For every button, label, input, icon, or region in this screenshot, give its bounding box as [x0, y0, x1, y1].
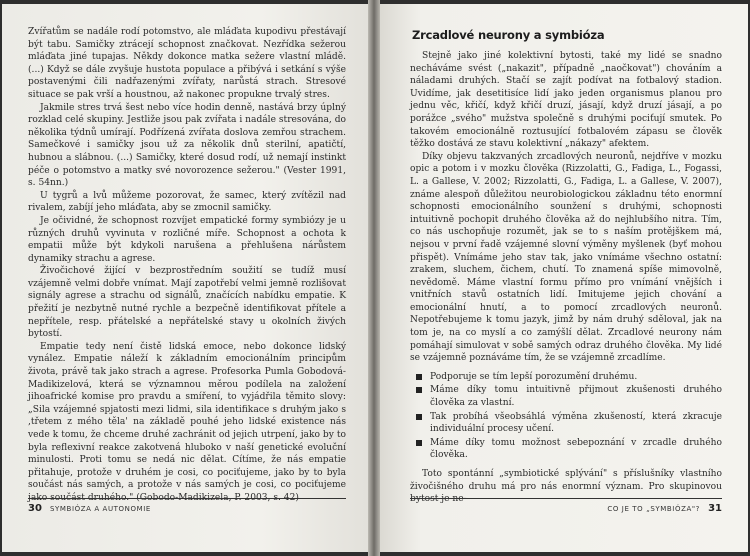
section-heading: Zrcadlové neurony a symbióza [412, 28, 605, 42]
paragraph: U tygrů a lvů můžeme pozorovat, že samec, který zvítězil nad rivalem, zabíjí jeho mláďata, aby se zmocnil samičky. [28, 190, 346, 214]
square-bullet-icon [416, 440, 422, 446]
right-page-footer [410, 498, 722, 520]
book-gutter [368, 0, 380, 556]
paragraph: Zvířatům se nadále rodí potomstvo, ale mláďata kupodivu přestávají být tabu. Samičky ztrácejí schopnost značkovat. Nezřídka sežerou mláďata jiné tupajas. Někdy dokonce matka sežere vlastní mládě. (...) Když se dále zvyšuje hustota populace a přibývá i setkání s výše postavenými čili nadřazenými zvířaty, narůstá strach. Stresové situace se pak vrší a houstnou, až nakonec propukne trvalý stres. [28, 27, 346, 100]
square-bullet-icon [416, 374, 422, 380]
page-number: 30 [28, 503, 42, 514]
paragraph: Toto spontánní „symbiotické splývání" s příslušníky vlastního živočišného druhu má pro nás enormní význam. Pro skupinovou bytost je ne- [410, 469, 722, 505]
bullet-text: Máme díky tomu možnost sebepoznání v zrcadle druhého člověka. [430, 437, 722, 461]
bullet-list [410, 371, 722, 462]
paragraph: Díky objevu takzvaných zrcadlových neuronů, nejdříve v mozku opic a potom i v mozku člověka (Rizzolatti, G., Fadiga, L., Fogassi, L. a Gallese, V. 2002; Rizzolatti, G., Fadiga, L. a Gallese, V. 2007), známe alespoň důležitou neurobiologickou základnu této enormní schopnosti emocionálního sounžení s druhými, schopnosti intuitivně pochopit druhého člověka až do nejhlubšího nitra. Tím, co nás uschopňuje rozumět, jak se to s naším protějškem má, nejsou v první řadě vzájemné slovní výměny myšlenek (byť mohou přispět). Vnímáme jeho stav tak, jako vnímáme všechno ostatní: zrakem, sluchem, čichem, chutí. To znamená spíše mimovolně, nevědomě. Máme vlastní formu přímo pro vnímání vnějších i vnitřních stavů ostatních lidí. Imitujeme jejich chování a emocionální hnutí, a to pomocí zrcadlových neuronů. Nepotřebujeme k tomu jazyk, jimž by nám druhý sděloval, jak na tom je, na co myslí a co zamýšlí dělat. Zrcadlové neurony nám pomáhají simulovat v sobě samých odraz druhého člověka. My lidé se vzájemně poznáváme tím, že se vzájemně zrcadlíme. [410, 151, 722, 364]
square-bullet-icon [416, 387, 422, 393]
footer-rule [28, 498, 346, 499]
right-page [376, 4, 748, 552]
bullet-item [410, 384, 722, 409]
left-page-body [28, 26, 346, 505]
paragraph: Jakmile stres trvá šest nebo více hodin denně, nastává brzy úplný rozklad celé skupiny. Jestliže jsou pak zvířata i nadále stresována, do několika týdnů umírají. Podřízená zvířata doslova zemřou strachem. Samečkové i samičky jsou už za několik dnů sterilní, apatičtí, hubnou a slábnou. (...) Samičky, které dosud rodí, už nemají instinkt péče o potomstvo a matky své novorozence sežerou." (Vester 1991, s. 54nn.) [28, 102, 346, 189]
bullet-text: Podporuje se tím lepší porozumění druhému. [430, 371, 638, 382]
bullet-text: Máme díky tomu intuitivně přijmout zkušenosti druhého člověka za vlastní. [430, 385, 722, 409]
square-bullet-icon [416, 414, 422, 420]
running-footer-section: CO JE TO „SYMBIÓZA"? [607, 505, 700, 513]
footer-rule [410, 498, 722, 499]
bullet-item [410, 437, 722, 462]
running-footer-section: SYMBIÓZA A AUTONOMIE [50, 505, 151, 513]
bullet-item [410, 371, 722, 384]
bullet-text: Tak probíhá všeobsáhlá výměna zkušeností, která zkracuje individuální procesy učení. [430, 411, 722, 435]
paragraph: Empatie tedy není čistě lidská emoce, nebo dokonce lidský vynález. Empatie náleží k základním emocionálním principům života, právě tak jako strach a agrese. Profesorka Pumla Gobodová-Madikizelová, která se významnou měrou podílela na založení jihoafrické komise pro pravdu a smíření, to vyjádřila těmito slovy: „Sila vzájemné spjatosti mezi lidmi, sila identifikace s druhým jako s ‚třetem z mého těla' na základě pouhé jeho lidské existence nás vede k tomu, že chceme druhé zachránit od jejich utrpení, jako by to byla reflexivní reakce zakotvená hluboko v naší genetické evoluční minulosti. Proti tomu se nedá nic dělat. Cítíme, že nás empatie přitahuje, protože v druhém je cosi, co pociťujeme, jako by to byla součást nás samých, a protože v nás samých je cosi, co pociťujeme jako součást druhého." (Gobodo-Madikizela, P. 2003, s. 42) [28, 341, 346, 503]
paragraph: Je očividné, že schopnost rozvíjet empatické formy symbiózy je u různých druhů vyvinuta v rozličné míře. Schopnost a ochota k empatii může být kdykoli narušena a přehlušena nárůstem dynamiky strachu a agrese. [28, 215, 346, 264]
right-page-body [410, 50, 722, 506]
page-number: 31 [708, 503, 722, 514]
bullet-item [410, 411, 722, 436]
left-page-footer [28, 498, 346, 520]
paragraph: Stejně jako jiné kolektivní bytosti, také my lidé se snadno necháváme svést („nakazit", případně „naočkovat") chováním a náladami druhých. Stačí se zajít podívat na fotbalový stadion. Uvidíme, jak desetitisíce lidí jako jeden organismus planou pro jednu věc, křičí, když křičí druzí, jásají, když druzí jásají, a po porážce „svého" mužstva společně s druhými pociťují smutek. Po takovém emocionálně roztusující fotbalovém zápasu se člověk těžko dostává ze stavu kolektivní „nákazy" afektem. [410, 51, 722, 150]
left-page [2, 4, 372, 552]
paragraph: Živočichové žijící v bezprostředním soužití se tudíž musí vzájemně velmi dobře vnímat. Mají zapotřebí velmi jemně rozlišovat signály agrese a strachu od signálů, značících nabídku empatie. K přežití je nezbytně nutné rychle a bezpečně identifikovat přítele a nepřítele, resp. přátelské a nepřátelské stavy u okolních živých bytostí. [28, 266, 346, 340]
